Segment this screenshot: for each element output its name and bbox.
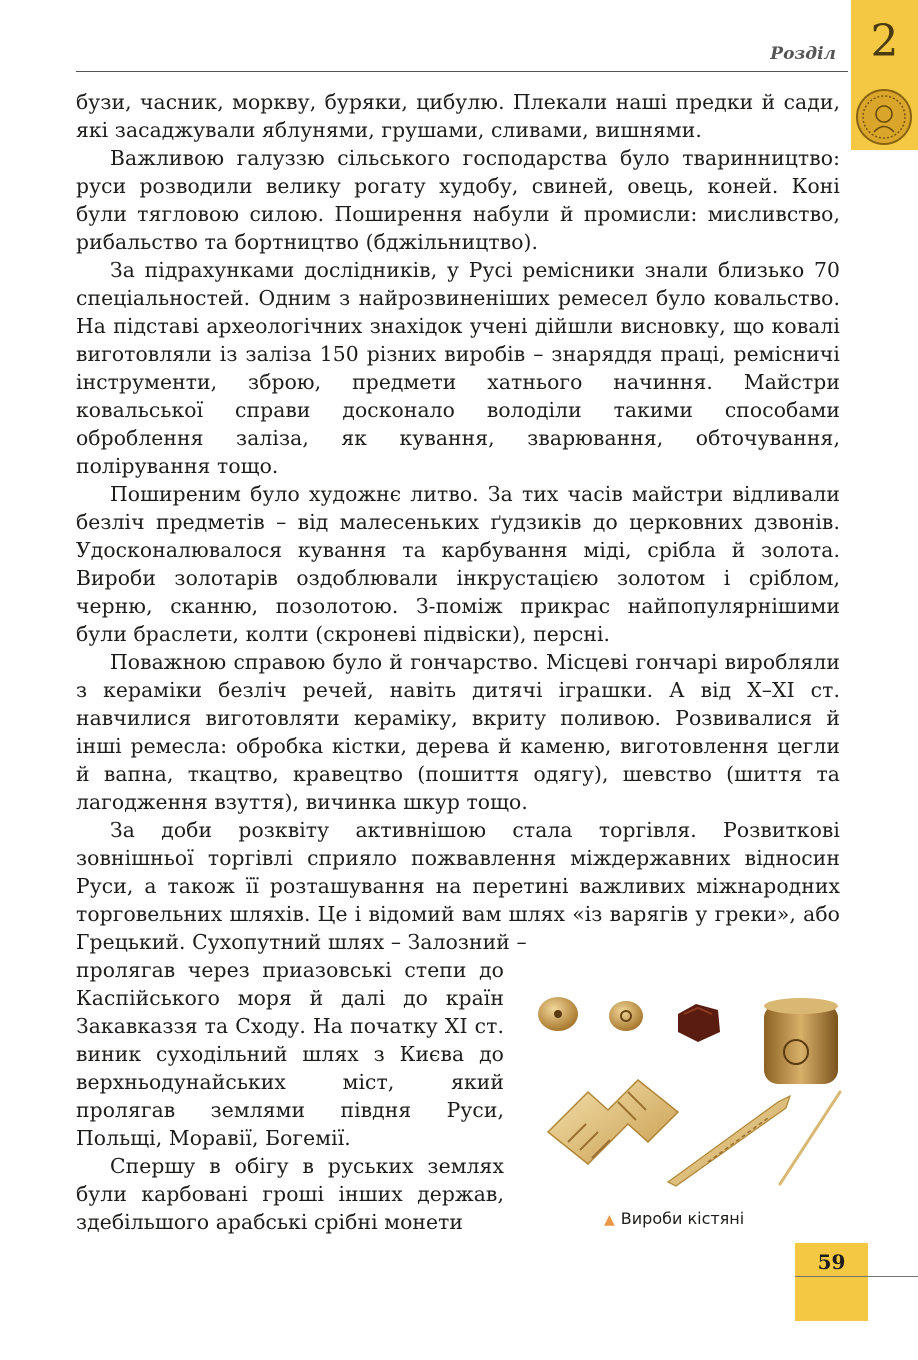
paragraph: Спершу в обігу в руських землях були карбовані гроші інших держав, здебільшого арабські срібні монети [76, 1154, 504, 1234]
paragraph: Поширеним було художнє литво. За тих часів майстри відливали безліч предметів – від малесеньких ґудзиків до церковних дзвонів. Удосконалювалося кування та карбування міді, срібла й золота. Вироби золотарів оздоблювали інкрустацією золотом і сріблом, черню, сканню, позолотою. З-поміж прикрас найпопулярнішими були браслети, колти (скроневі підвіски), персні. [76, 482, 840, 646]
caption-text: Вироби кістяні [620, 1209, 745, 1228]
left-column-text [76, 956, 504, 1236]
triangle-marker-icon: ▲ [604, 1212, 615, 1228]
page-number: 59 [817, 1250, 846, 1274]
paragraph: За підрахунками дослідників, у Русі ремісники знали близько 70 спеціальностей. Одним з найрозвиненіших ремесел було ковальство. На підставі археологічних знахідок учені дійшли висновку, що ковалі виготовляли із заліза 150 різних виробів – знаряддя праці, ремісничі інструменти, зброю, предмети хатнього начиння. Майстри ковальської справи досконало володіли такими способами оброблення заліза, як кування, зварювання, обточування, полірування тощо. [76, 258, 840, 478]
paragraph: За доби розквіту активнішою стала торгівля. Розвиткові зовнішньої торгівлі сприяло пожвавлення міждержавних відносин Руси, а також її розташування на перетині важливих міжнародних торговельних шляхів. Це і відомий вам шлях «із варягів у греки», або Грецький. Сухопутний шлях – Залозний – [76, 818, 840, 954]
paragraph: Поважною справою було й гончарство. Місцеві гончарі виробляли з кераміки безліч речей, навіть дитячі іграшки. А від X–XI ст. навчилися виготовляти кераміку, вкриту поливою. Розвивалися й інші ремесла: обробка кістки, дерева й каменю, виготовлення цегли й вапна, ткацтво, кравецтво (пошиття одягу), шевство (шиття та лагодження взуття), вичинка шкур тощо. [76, 650, 840, 814]
figure-caption [604, 1209, 744, 1228]
bone-artifacts-image [528, 992, 858, 1192]
header-divider [76, 71, 848, 72]
section-label: Розділ [770, 44, 836, 64]
footer-divider [795, 1276, 918, 1277]
paragraph: Важливою галуззю сільського господарства було тваринництво: руси розводили велику рогату худобу, свиней, овець, коней. Коні були тягловою силою. Поширення набули й промисли: мисливство, рибальство та бортництво (бджільництво). [76, 146, 840, 254]
coin-emblem-icon [855, 88, 913, 146]
chapter-number: 2 [870, 16, 899, 67]
paragraph: пролягав через приазовські степи до Каспійського моря й далі до країн Закавказзя та Сходу. На початку XI ст. виник суходільний шлях з Києва до верхньодунайських міст, який пролягав землями півдня Руси, Польщі, Моравії, Богемії. [76, 958, 504, 1150]
main-text [76, 88, 840, 956]
paragraph: бузи, часник, моркву, буряки, цибулю. Плекали наші предки й сади, які засаджували яблунями, грушами, сливами, вишнями. [76, 90, 840, 142]
